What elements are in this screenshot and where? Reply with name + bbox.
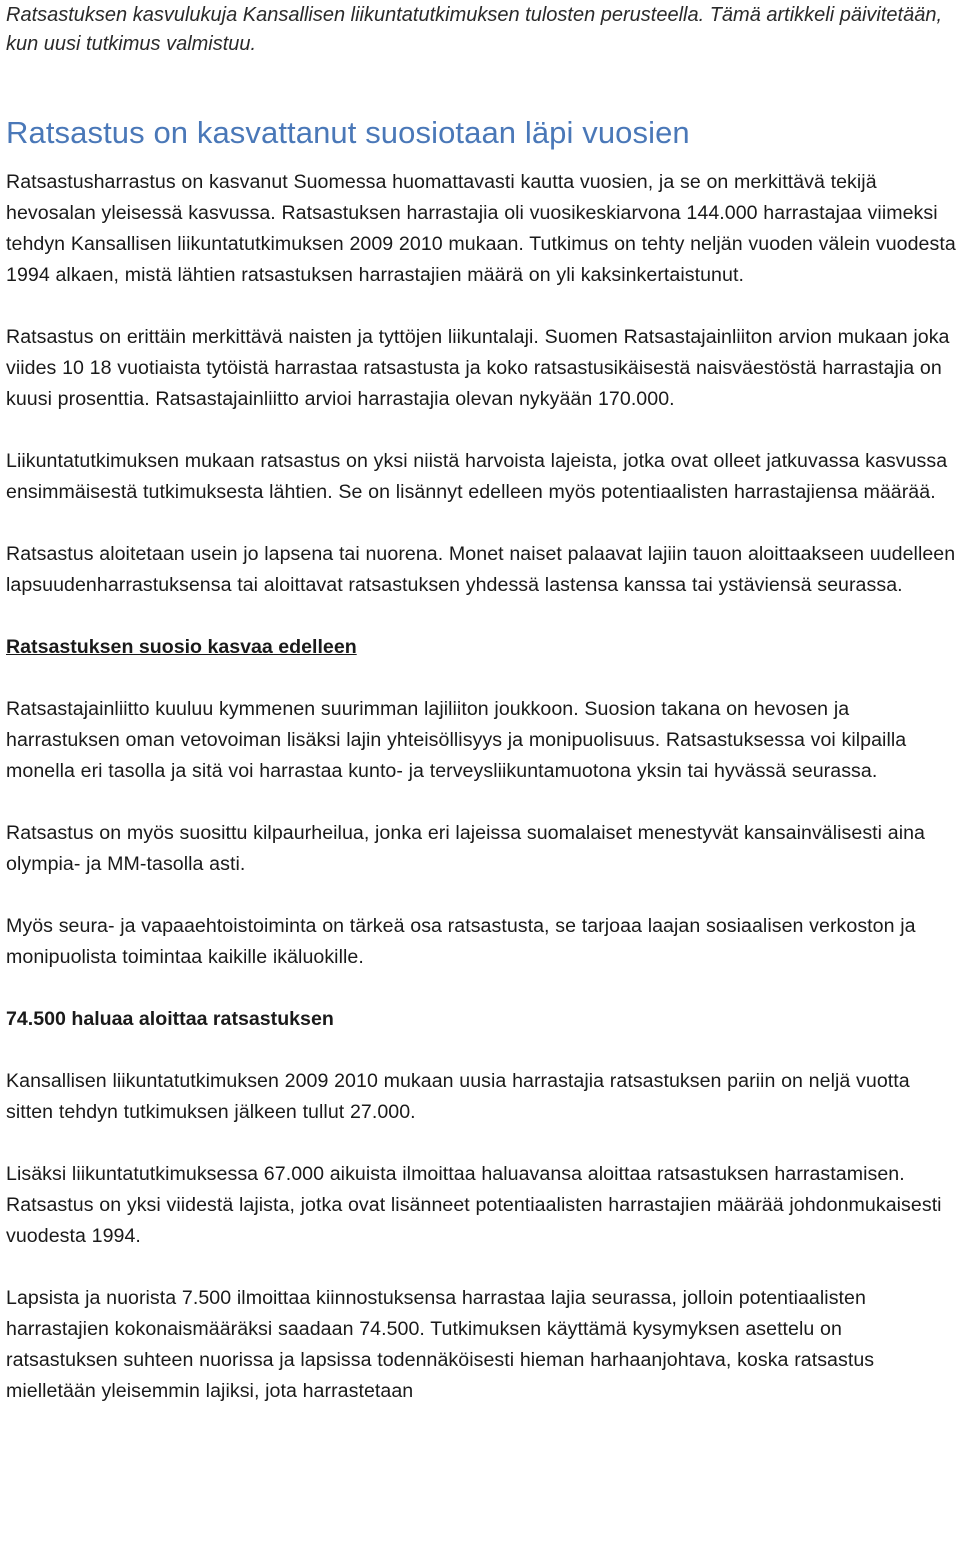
paragraph: Ratsastus aloitetaan usein jo lapsena tai nuorena. Monet naiset palaavat lajiin tauon aloittaakseen uudelleen lapsuudenharrastuksensa tai aloittavat ratsastuksen yhdessä lastensa kanssa tai ystäviensä seurassa. [6, 543, 956, 596]
article [6, 0, 958, 1407]
paragraph: Ratsastus on myös suosittu kilpaurheilua, jonka eri lajeissa suomalaiset menestyvät kansainvälisesti aina olympia- ja MM-tasolla asti. [6, 822, 926, 875]
page-title: Ratsastus on kasvattanut suosiotaan läpi vuosien [6, 115, 690, 150]
paragraph: Ratsastusharrastus on kasvanut Suomessa huomattavasti kautta vuosien, ja se on merkittävä tekijä hevosalan yleisessä kasvussa. Ratsastuksen harrastajia oli vuosikeskiarvona 144.000 harrastajaa viimeksi tehdyn Kansallisen liikuntatutkimuksen 2009 2010 mukaan. Tutkimus on tehty neljän vuoden välein vuodesta 1994 alkaen, mistä lähtien ratsastuksen harrastajien määrä on yli kaksinkertaistunut. [6, 171, 956, 286]
section-heading: 74.500 haluaa aloittaa ratsastuksen [6, 1008, 334, 1030]
section-heading: Ratsastuksen suosio kasvaa edelleen [6, 636, 357, 658]
paragraph: Ratsastajainliitto kuuluu kymmenen suurimman lajiliiton joukkoon. Suosion takana on hevosen ja harrastuksen oman vetovoiman lisäksi lajin yhteisöllisyys ja monipuolisuus. Ratsastuksessa voi kilpailla monella eri tasolla ja sitä voi harrastaa kunto- ja terveysliikuntamuotona yksin tai hyvässä seurassa. [6, 698, 907, 782]
paragraph: Lisäksi liikuntatutkimuksessa 67.000 aikuista ilmoittaa haluavansa aloittaa ratsastuksen harrastamisen. Ratsastus on yksi viidestä lajista, jotka ovat lisänneet potentiaalisten harrastajien määrää johdonmukaisesti vuodesta 1994. [6, 1163, 942, 1247]
intro-note: Ratsastuksen kasvulukuja Kansallisen liikuntatutkimuksen tulosten perusteella. Tämä artikkeli päivitetään, kun uusi tutkimus valmistuu. [6, 4, 943, 55]
paragraph: Ratsastus on erittäin merkittävä naisten ja tyttöjen liikuntalaji. Suomen Ratsastajainliiton arvion mukaan joka viides 10 18 vuotiaista tytöistä harrastaa ratsastusta ja koko ratsastusikäisestä naisväestöstä harrastajia on kuusi prosenttia. Ratsastajainliitto arvioi harrastajia olevan nykyään 170.000. [6, 326, 950, 410]
paragraph: Kansallisen liikuntatutkimuksen 2009 2010 mukaan uusia harrastajia ratsastuksen pariin on neljä vuotta sitten tehdyn tutkimuksen jälkeen tullut 27.000. [6, 1070, 910, 1123]
paragraph: Liikuntatutkimuksen mukaan ratsastus on yksi niistä harvoista lajeista, jotka ovat olleet jatkuvassa kasvussa ensimmäisestä tutkimuksesta lähtien. Se on lisännyt edelleen myös potentiaalisten harrastajiensa määrää. [6, 450, 948, 503]
paragraph: Myös seura- ja vapaaehtoistoiminta on tärkeä osa ratsastusta, se tarjoaa laajan sosiaalisen verkoston ja monipuolista toimintaa kaikille ikäluokille. [6, 915, 916, 968]
paragraph: Lapsista ja nuorista 7.500 ilmoittaa kiinnostuksensa harrastaa lajia seurassa, jolloin potentiaalisten harrastajien kokonaismääräksi saadaan 74.500. Tutkimuksen käyttämä kysymyksen asettelu on ratsastuksen suhteen nuorissa ja lapsissa todennäköisesti hieman harhaanjohtava, koska ratsastus mielletään yleisemmin lajiksi, jota harrastetaan [6, 1287, 875, 1402]
